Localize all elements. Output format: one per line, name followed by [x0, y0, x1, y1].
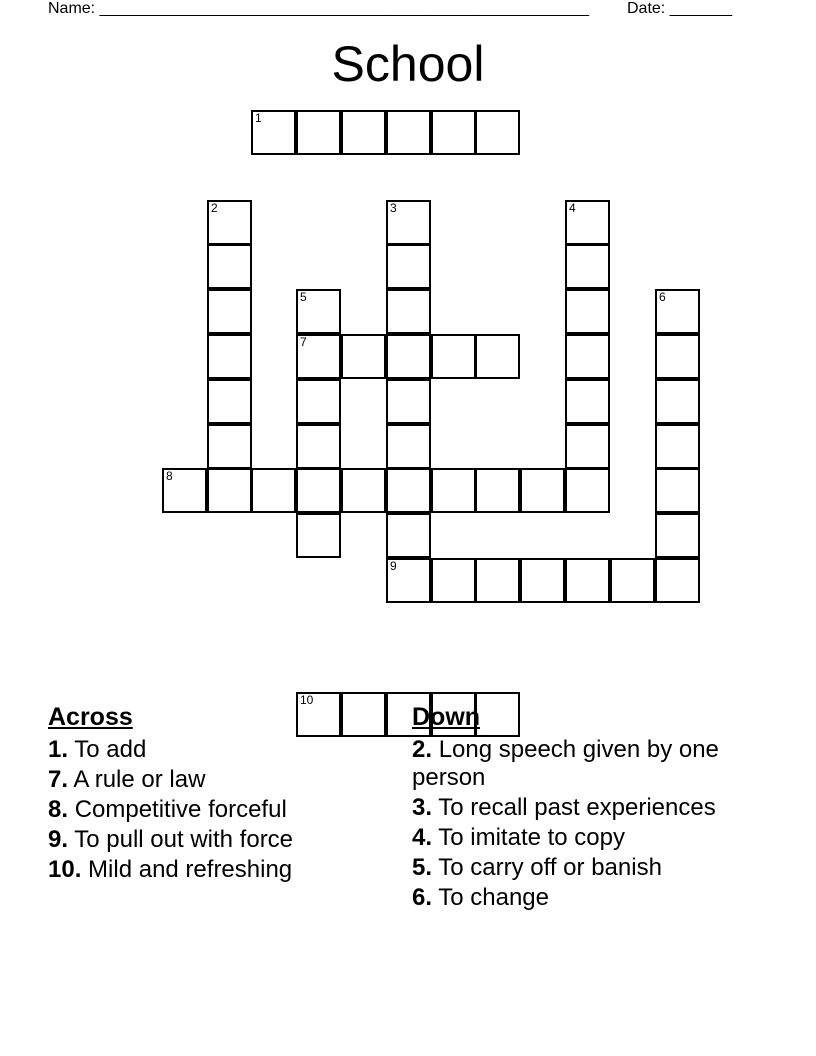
grid-cell[interactable] — [207, 244, 252, 289]
grid-cell[interactable] — [431, 110, 476, 155]
down-heading: Down — [412, 703, 481, 731]
grid-cell[interactable] — [565, 244, 610, 289]
grid-cell[interactable] — [431, 468, 476, 513]
grid-cell[interactable] — [565, 334, 610, 379]
clue-across-10: 10. Mild and refreshing — [48, 856, 293, 883]
grid-cell[interactable] — [431, 558, 476, 603]
date-label: Date: — [627, 0, 666, 17]
grid-cell[interactable] — [207, 379, 252, 424]
clue-number: 5 — [300, 290, 307, 304]
clue-number: 9 — [390, 559, 397, 573]
grid-cell[interactable] — [386, 334, 431, 379]
across-heading: Across — [48, 703, 133, 731]
clue-down-2: 2. Long speech given by one person — [412, 736, 719, 791]
grid-cell[interactable] — [520, 558, 565, 603]
clue-across-9: 9. To pull out with force — [48, 826, 294, 853]
grid-cell[interactable] — [655, 289, 700, 334]
clue-number: 3 — [390, 201, 397, 215]
grid-cell[interactable] — [520, 468, 565, 513]
clue-number: 6 — [659, 290, 666, 304]
grid-cell[interactable] — [207, 424, 252, 469]
grid-cell[interactable] — [296, 513, 341, 558]
grid-cell[interactable] — [386, 513, 431, 558]
grid-cell[interactable] — [207, 289, 252, 334]
grid-cell[interactable] — [386, 200, 431, 245]
grid-cell[interactable] — [341, 110, 386, 155]
grid-cell[interactable] — [386, 468, 431, 513]
grid-cell[interactable] — [296, 468, 341, 513]
grid-cell[interactable] — [386, 289, 431, 334]
clue-number: 10 — [300, 693, 314, 707]
grid-cell[interactable] — [610, 558, 655, 603]
grid-cell[interactable] — [296, 334, 341, 379]
clue-down-3: 3. To recall past experiences — [412, 794, 716, 821]
grid-cell[interactable] — [386, 244, 431, 289]
grid-cell[interactable] — [565, 200, 610, 245]
grid-cell[interactable] — [341, 334, 386, 379]
grid-cell[interactable] — [655, 513, 700, 558]
clue-across-1: 1. To add — [48, 736, 147, 763]
clue-down-4: 4. To imitate to copy — [412, 824, 625, 851]
grid-cell[interactable] — [565, 379, 610, 424]
grid-cell[interactable] — [655, 468, 700, 513]
grid-cell[interactable] — [207, 468, 252, 513]
clue-number: 8 — [166, 469, 173, 483]
clue-number: 1 — [255, 111, 262, 125]
grid-cell[interactable] — [207, 334, 252, 379]
grid-cell[interactable] — [431, 334, 476, 379]
grid-cell[interactable] — [565, 289, 610, 334]
grid-cell[interactable] — [655, 379, 700, 424]
grid-cell[interactable] — [296, 379, 341, 424]
clue-number: 4 — [569, 201, 576, 215]
grid-cell[interactable] — [475, 334, 520, 379]
grid-cell[interactable] — [565, 424, 610, 469]
grid-cell[interactable] — [475, 468, 520, 513]
grid-cell[interactable] — [251, 468, 296, 513]
grid-cell[interactable] — [207, 200, 252, 245]
grid-cell[interactable] — [475, 110, 520, 155]
grid-cell[interactable] — [655, 334, 700, 379]
name-label: Name: — [48, 0, 96, 17]
grid-cell[interactable] — [565, 558, 610, 603]
down-clues — [412, 702, 742, 914]
grid-cell[interactable] — [296, 424, 341, 469]
clue-number: 2 — [211, 201, 218, 215]
grid-cell[interactable] — [386, 558, 431, 603]
clue-across-7: 7. A rule or law — [48, 766, 206, 793]
grid-cell[interactable] — [565, 468, 610, 513]
across-clues — [48, 702, 368, 886]
grid-cell[interactable] — [341, 468, 386, 513]
grid-cell[interactable] — [296, 289, 341, 334]
clue-down-5: 5. To carry off or banish — [412, 854, 662, 881]
grid-cell[interactable] — [251, 110, 296, 155]
clue-number: 7 — [300, 335, 307, 349]
grid-cell[interactable] — [655, 424, 700, 469]
clue-across-8: 8. Competitive forceful — [48, 796, 287, 823]
grid-cell[interactable] — [475, 558, 520, 603]
grid-cell[interactable] — [296, 110, 341, 155]
grid-cell[interactable] — [386, 379, 431, 424]
grid-cell[interactable] — [655, 558, 700, 603]
grid-cell[interactable] — [162, 468, 207, 513]
page-title: School — [331, 36, 485, 92]
date-blank: _______ — [669, 0, 732, 17]
grid-cell[interactable] — [386, 424, 431, 469]
grid-cell[interactable] — [386, 110, 431, 155]
name-blank: _______________________________________________________ — [99, 0, 589, 17]
clue-down-6: 6. To change — [412, 884, 550, 911]
